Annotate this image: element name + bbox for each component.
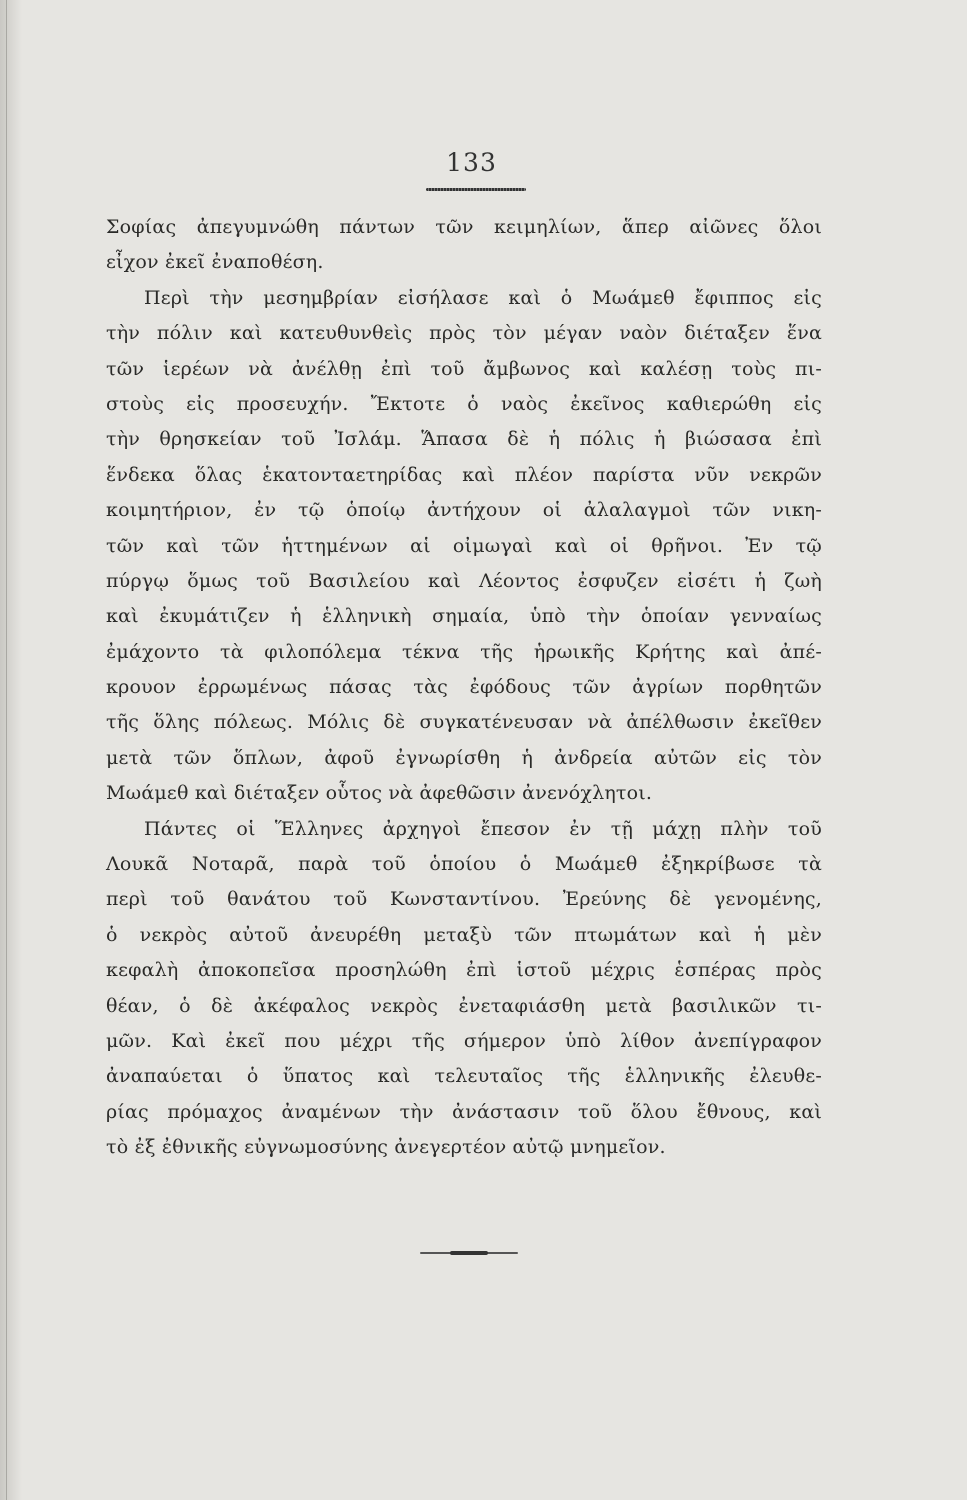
body-text — [106, 210, 822, 1166]
text-line: Σοφίας ἀπεγυμνώθη πάντων τῶν κειμηλίων, ἅπερ αἰῶνες ὅλοι — [106, 216, 822, 238]
footer-ornament-rule — [420, 1251, 518, 1255]
text-line: κεφαλὴ ἀποκοπεῖσα προσηλώθη ἐπὶ ἱστοῦ μέχρις ἑσπέρας πρὸς — [106, 959, 822, 982]
page-number: 133 — [446, 148, 497, 177]
text-line: Πάντες οἱ Ἕλληνες ἀρχηγοὶ ἔπεσον ἐν τῇ μάχῃ πλὴν τοῦ — [144, 817, 822, 840]
text-line: κρουον ἐρρωμένως πάσας τὰς ἐφόδους τῶν ἀγρίων πορθητῶν — [106, 676, 822, 699]
text-line: πύργῳ ὅμως τοῦ Βασιλείου καὶ Λέοντος ἐσφυζεν εἰσέτι ἡ ζωὴ — [106, 569, 822, 592]
text-line: περὶ τοῦ θανάτου τοῦ Κωνσταντίνου. Ἐρεύνης δὲ γενομένης, — [106, 888, 822, 911]
text-line: εἶχον ἐκεῖ ἐναποθέση. — [106, 251, 324, 274]
text-line: Μωάμεθ καὶ διέταξεν οὗτος νὰ ἀφεθῶσιν ἀνενόχλητοι. — [106, 782, 653, 805]
text-line: τῶν ἱερέων νὰ ἀνέλθῃ ἐπὶ τοῦ ἄμβωνος καὶ καλέσῃ τοὺς πι- — [106, 357, 822, 380]
text-line: ὁ νεκρὸς αὐτοῦ ἀνευρέθη μεταξὺ τῶν πτωμάτων καὶ ἡ μὲν — [106, 923, 822, 946]
page-edge — [6, 0, 7, 1500]
text-line: θέαν, ὁ δὲ ἀκέφαλος νεκρὸς ἐνεταφιάσθη μετὰ βασιλικῶν τι- — [106, 994, 822, 1017]
text-line: ἀναπαύεται ὁ ὕπατος καὶ τελευταῖος τῆς ἑλληνικῆς ἐλευθε- — [106, 1065, 822, 1088]
text-line: στοὺς εἰς προσευχήν. Ἔκτοτε ὁ ναὸς ἐκεῖνος καθιερώθη εἰς — [106, 392, 822, 415]
header-rule — [426, 188, 526, 191]
text-line: ρίας πρόμαχος ἀναμένων τὴν ἀνάστασιν τοῦ ὅλου ἔθνους, καὶ — [106, 1100, 822, 1123]
text-line: μῶν. Καὶ ἐκεῖ που μέχρι τῆς σήμερον ὑπὸ λίθον ἀνεπίγραφον — [106, 1029, 822, 1052]
text-line: τῶν καὶ τῶν ἡττημένων αἱ οἰμωγαὶ καὶ οἱ θρῆνοι. Ἐν τῷ — [106, 534, 822, 557]
text-line: μετὰ τῶν ὅπλων, ἀφοῦ ἐγνωρίσθη ἡ ἀνδρεία αὐτῶν εἰς τὸν — [106, 746, 822, 769]
text-line: τὴν πόλιν καὶ κατευθυνθεὶς πρὸς τὸν μέγαν ναὸν διέταξεν ἕνα — [106, 322, 822, 345]
text-line: κοιμητήριον, ἐν τῷ ὁποίῳ ἀντήχουν οἱ ἀλαλαγμοὶ τῶν νικη- — [106, 499, 822, 522]
text-line: τὴν θρησκείαν τοῦ Ἰσλάμ. Ἅπασα δὲ ἡ πόλις ἡ βιώσασα ἐπὶ — [106, 428, 822, 451]
text-line: τῆς ὅλης πόλεως. Μόλις δὲ συγκατένευσαν νὰ ἀπέλθωσιν ἐκεῖθεν — [106, 711, 822, 734]
text-line: Περὶ τὴν μεσημβρίαν εἰσήλασε καὶ ὁ Μωάμεθ ἔφιππος εἰς — [144, 286, 822, 309]
text-line: ἕνδεκα ὅλας ἑκατονταετηρίδας καὶ πλέον παρίστα νῦν νεκρῶν — [106, 463, 822, 486]
page-binding-shadow — [0, 0, 22, 1500]
text-line: καὶ ἐκυμάτιζεν ἡ ἑλληνικὴ σημαία, ὑπὸ τὴν ὁποίαν γενναίως — [106, 605, 822, 628]
text-line: Λουκᾶ Νοταρᾶ, παρὰ τοῦ ὁποίου ὁ Μωάμεθ ἐξηκρίβωσε τὰ — [106, 853, 822, 876]
text-line: τὸ ἐξ ἐθνικῆς εὐγνωμοσύνης ἀνεγερτέον αὐτῷ μνημεῖον. — [106, 1136, 666, 1159]
text-line: ἐμάχοντο τὰ φιλοπόλεμα τέκνα τῆς ἡρωικῆς Κρήτης καὶ ἀπέ- — [106, 640, 822, 663]
